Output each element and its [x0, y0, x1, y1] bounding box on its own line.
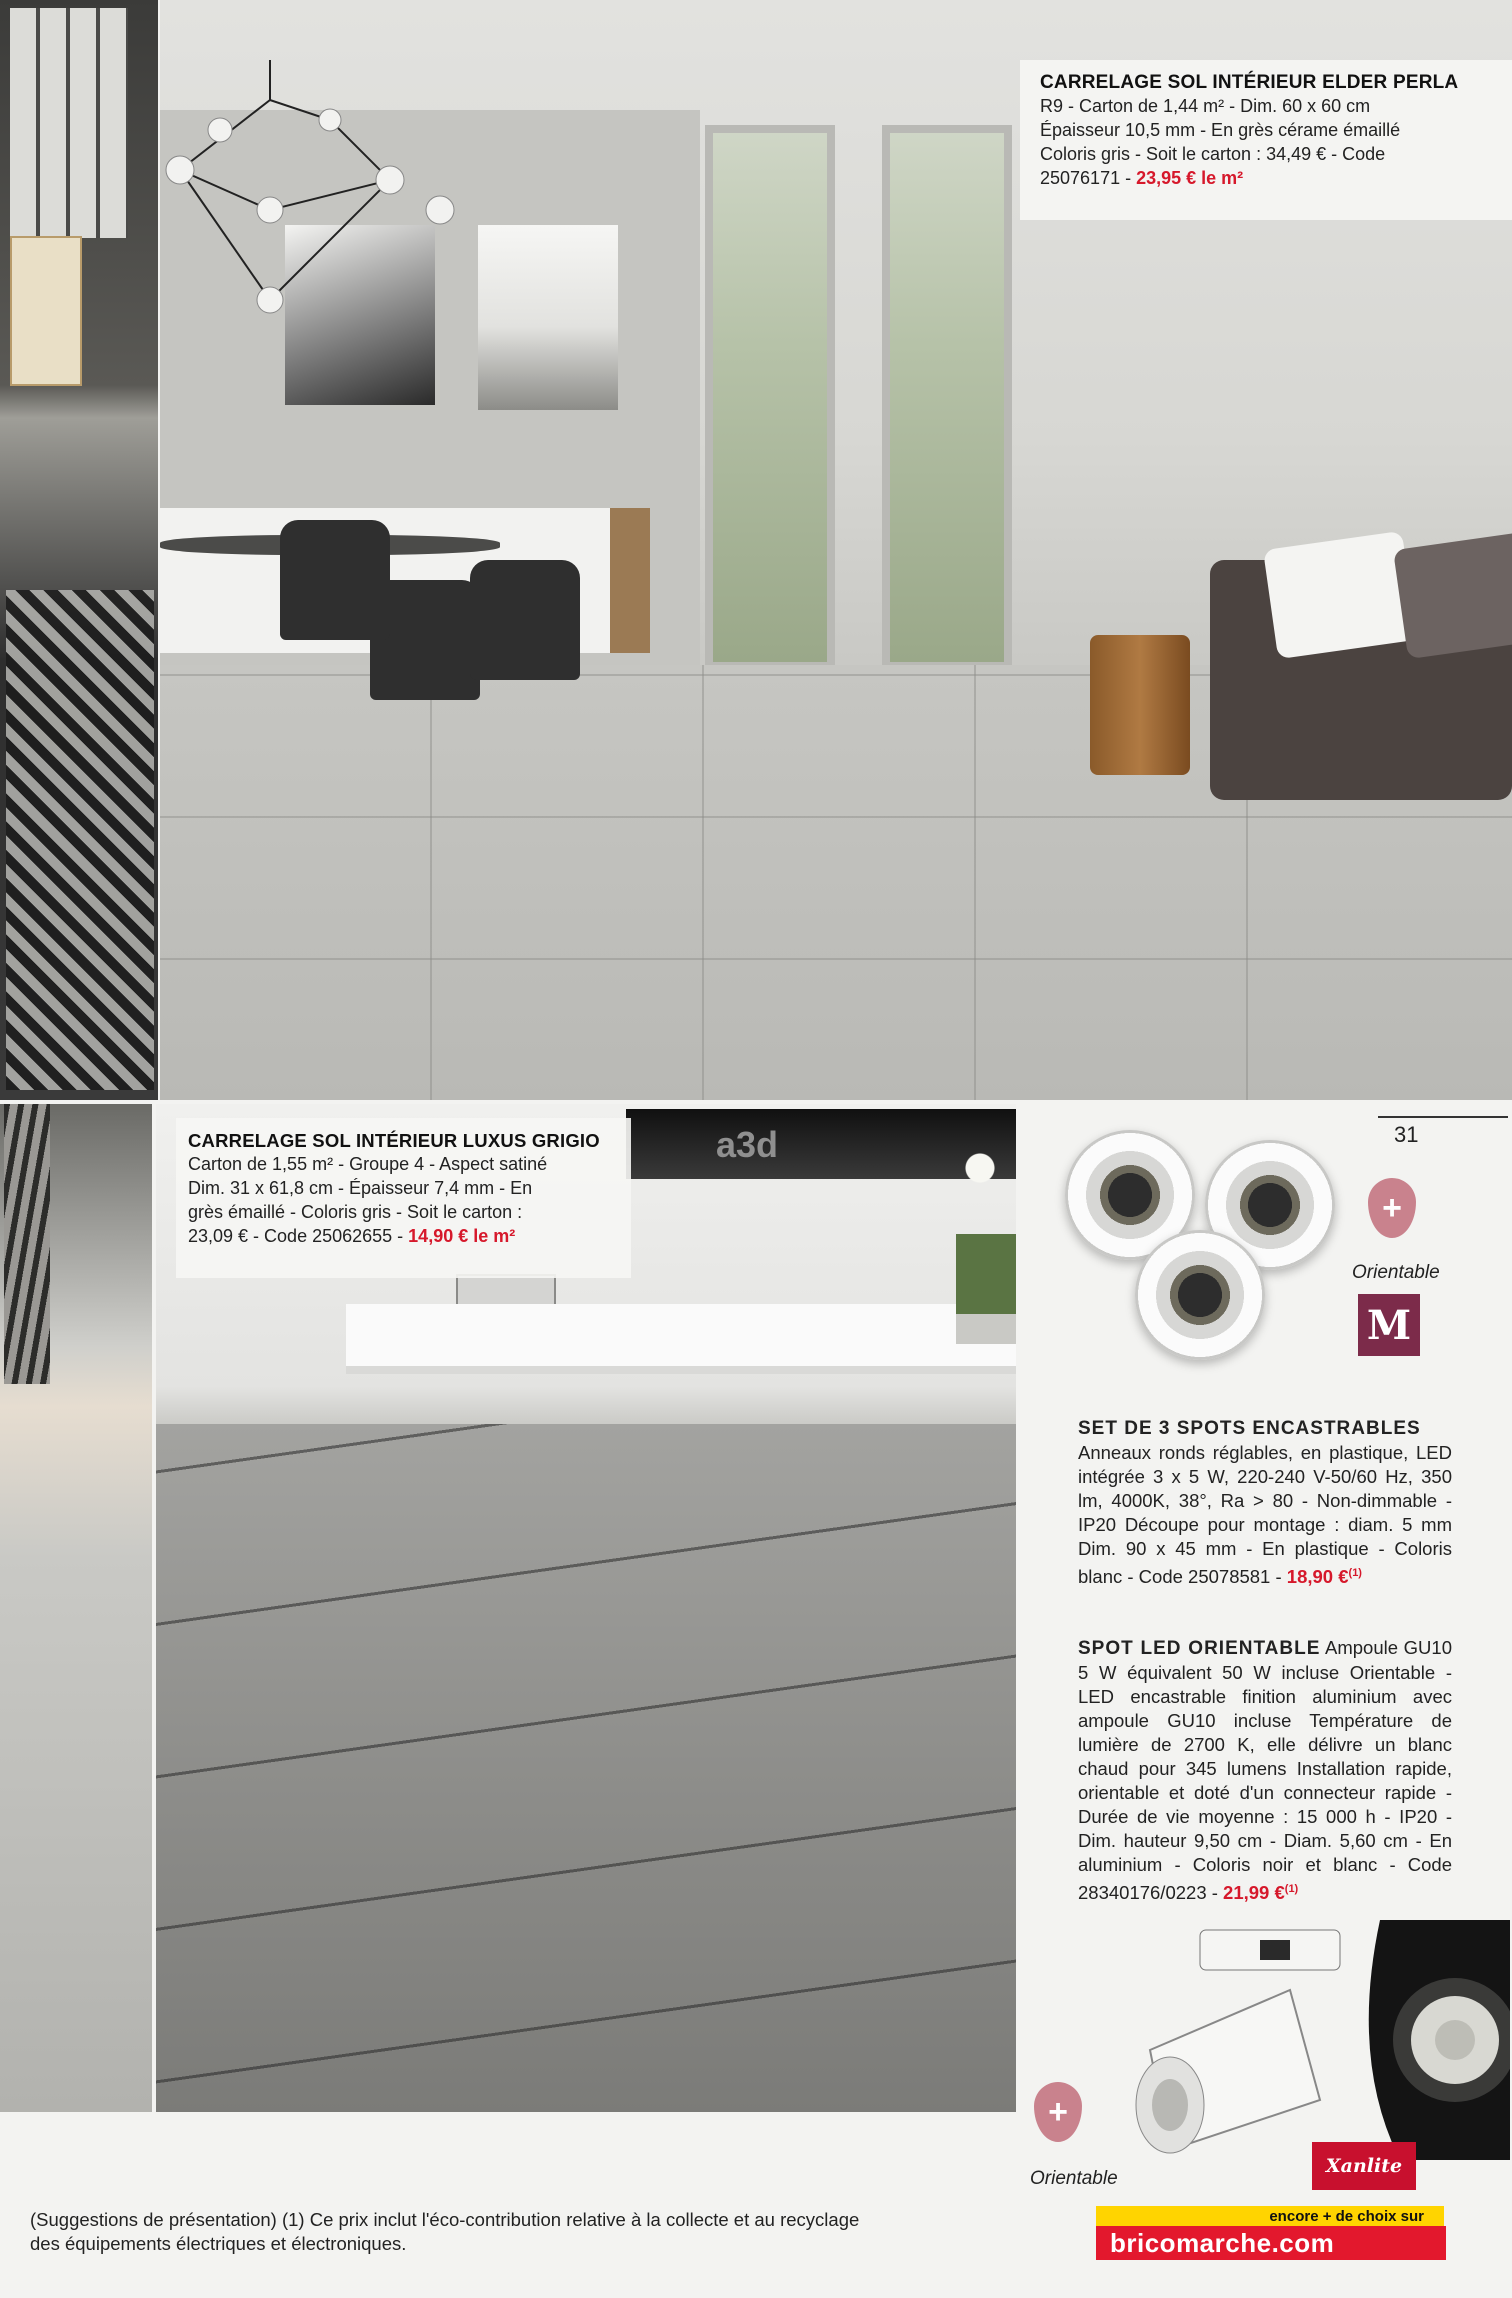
footnote-line: des équipements électriques et électroniques. [30, 2233, 407, 2254]
glass-door [705, 125, 835, 670]
product-price: 21,99 € [1223, 1882, 1285, 1904]
tv-screen-text: a3d [716, 1124, 779, 1165]
product-title: CARRELAGE SOL INTÉRIEUR ELDER PERLA [1040, 72, 1459, 93]
media-box [456, 1274, 556, 1308]
footnote-line: (Suggestions de présentation) (1) Ce prix inclut l'éco-contribution relative à la collecte et au recyclage [30, 2209, 860, 2230]
luxus-grigio-info-card [176, 1118, 631, 1278]
glass-door [882, 125, 1012, 670]
cushion [1263, 531, 1417, 659]
spec-line: Dim. 31 x 61,8 cm - Épaisseur 7,4 mm - En [188, 1178, 533, 1198]
les-plus-badge-icon: + [1034, 2082, 1082, 2142]
spots-set-description [1078, 1416, 1452, 1589]
spec-line: Coloris gris - Soit le carton : 34,49 € - Code [1040, 144, 1386, 164]
footnote-ref: (1) [1284, 1883, 1299, 1895]
tiled-floor [156, 1424, 1016, 2112]
product-spec: Anneaux ronds réglables, en plastique, LED intégrée 3 x 5 W, 220-240 V-50/60 Hz, 350 lm, 4000K, 38°, Ra > 80 - Non-dimmable - IP20 Découpe pour montage : diam. 5 mm Dim. 90 x 45 mm - En plastique - Coloris blanc - Code 25078581 - [1078, 1442, 1452, 1588]
product-price: 18,90 € [1286, 1566, 1349, 1588]
product-code: 25076171 - [1040, 168, 1137, 188]
left-photo-strip [0, 1104, 152, 2112]
product-price: 14,90 € le m² [408, 1226, 516, 1246]
wall-art [4, 1104, 50, 1384]
left-photo-strip [0, 0, 158, 1100]
product-title: SPOT LED ORIENTABLE [1078, 1638, 1321, 1659]
product-code: 23,09 € - Code 25062655 - [188, 1226, 409, 1246]
les-plus-badge-icon: + [1368, 1178, 1416, 1238]
orchid-plant [956, 1124, 1016, 1344]
cabinet-image [10, 236, 82, 386]
brico-tagline: encore + de choix sur [1096, 2206, 1444, 2228]
patterned-tile-image [6, 590, 154, 1090]
orientable-label: Orientable [1030, 2168, 1118, 2189]
product-price: 23,95 € le m² [1136, 168, 1244, 188]
chair [280, 520, 390, 640]
spec-line: Carton de 1,55 m² - Groupe 4 - Aspect satiné [188, 1154, 548, 1174]
product-spec [188, 1152, 619, 1248]
led-spotlight-image [1110, 1900, 1510, 2180]
spot-led-description [1078, 1636, 1452, 1905]
elder-perla-info-card [1020, 60, 1512, 220]
product-spec [1040, 94, 1498, 190]
chandelier [160, 60, 490, 340]
wooden-stool [1090, 635, 1190, 775]
window-image [10, 8, 128, 238]
page-number: 31 [1394, 1122, 1419, 1147]
spec-line: R9 - Carton de 1,44 m² - Dim. 60 x 60 cm [1040, 96, 1371, 116]
product-spec: Ampoule GU10 5 W équivalent 50 W incluse Orientable - LED encastrable finition aluminium avec ampoule GU10 incluse Température de lumière de 2700 K, elle délivre un blanc chaud pour 345 lumens Installation rapide, orientable et doté d'un connecteur rapide - Durée de vie moyenne : 15 000 h - IP20 - Dim. hauteur 9,50 cm - Diam. 5,60 cm - En aluminium - Coloris noir et blanc - Code 28340176/0223 - [1078, 1637, 1452, 1904]
tv-cabinet [346, 1304, 1016, 1374]
product-title: CARRELAGE SOL INTÉRIEUR LUXUS GRIGIO [188, 1130, 600, 1151]
wall-picture [478, 225, 618, 410]
page-number-rule [1378, 1116, 1508, 1118]
spec-line [1040, 166, 1498, 190]
bricomarche-link[interactable]: bricomarche.com [1096, 2226, 1446, 2260]
brand-logo: M [1358, 1294, 1420, 1356]
product-title: SET DE 3 SPOTS ENCASTRABLES [1078, 1418, 1421, 1439]
spec-line: grès émaillé - Coloris gris - Soit le carton : [188, 1202, 523, 1222]
footnote [30, 2208, 1040, 2256]
footnote-ref: (1) [1348, 1567, 1362, 1579]
spots-product-image [1055, 1130, 1345, 1390]
cushion [1393, 531, 1512, 659]
orientable-label: Orientable [1352, 1262, 1440, 1283]
chair [470, 560, 580, 680]
xanlite-logo: Xanlite [1312, 2142, 1416, 2190]
recessed-spot [1135, 1230, 1265, 1360]
spec-line: Épaisseur 10,5 mm - En grès cérame émaillé [1040, 120, 1401, 140]
spec-line [188, 1224, 619, 1248]
